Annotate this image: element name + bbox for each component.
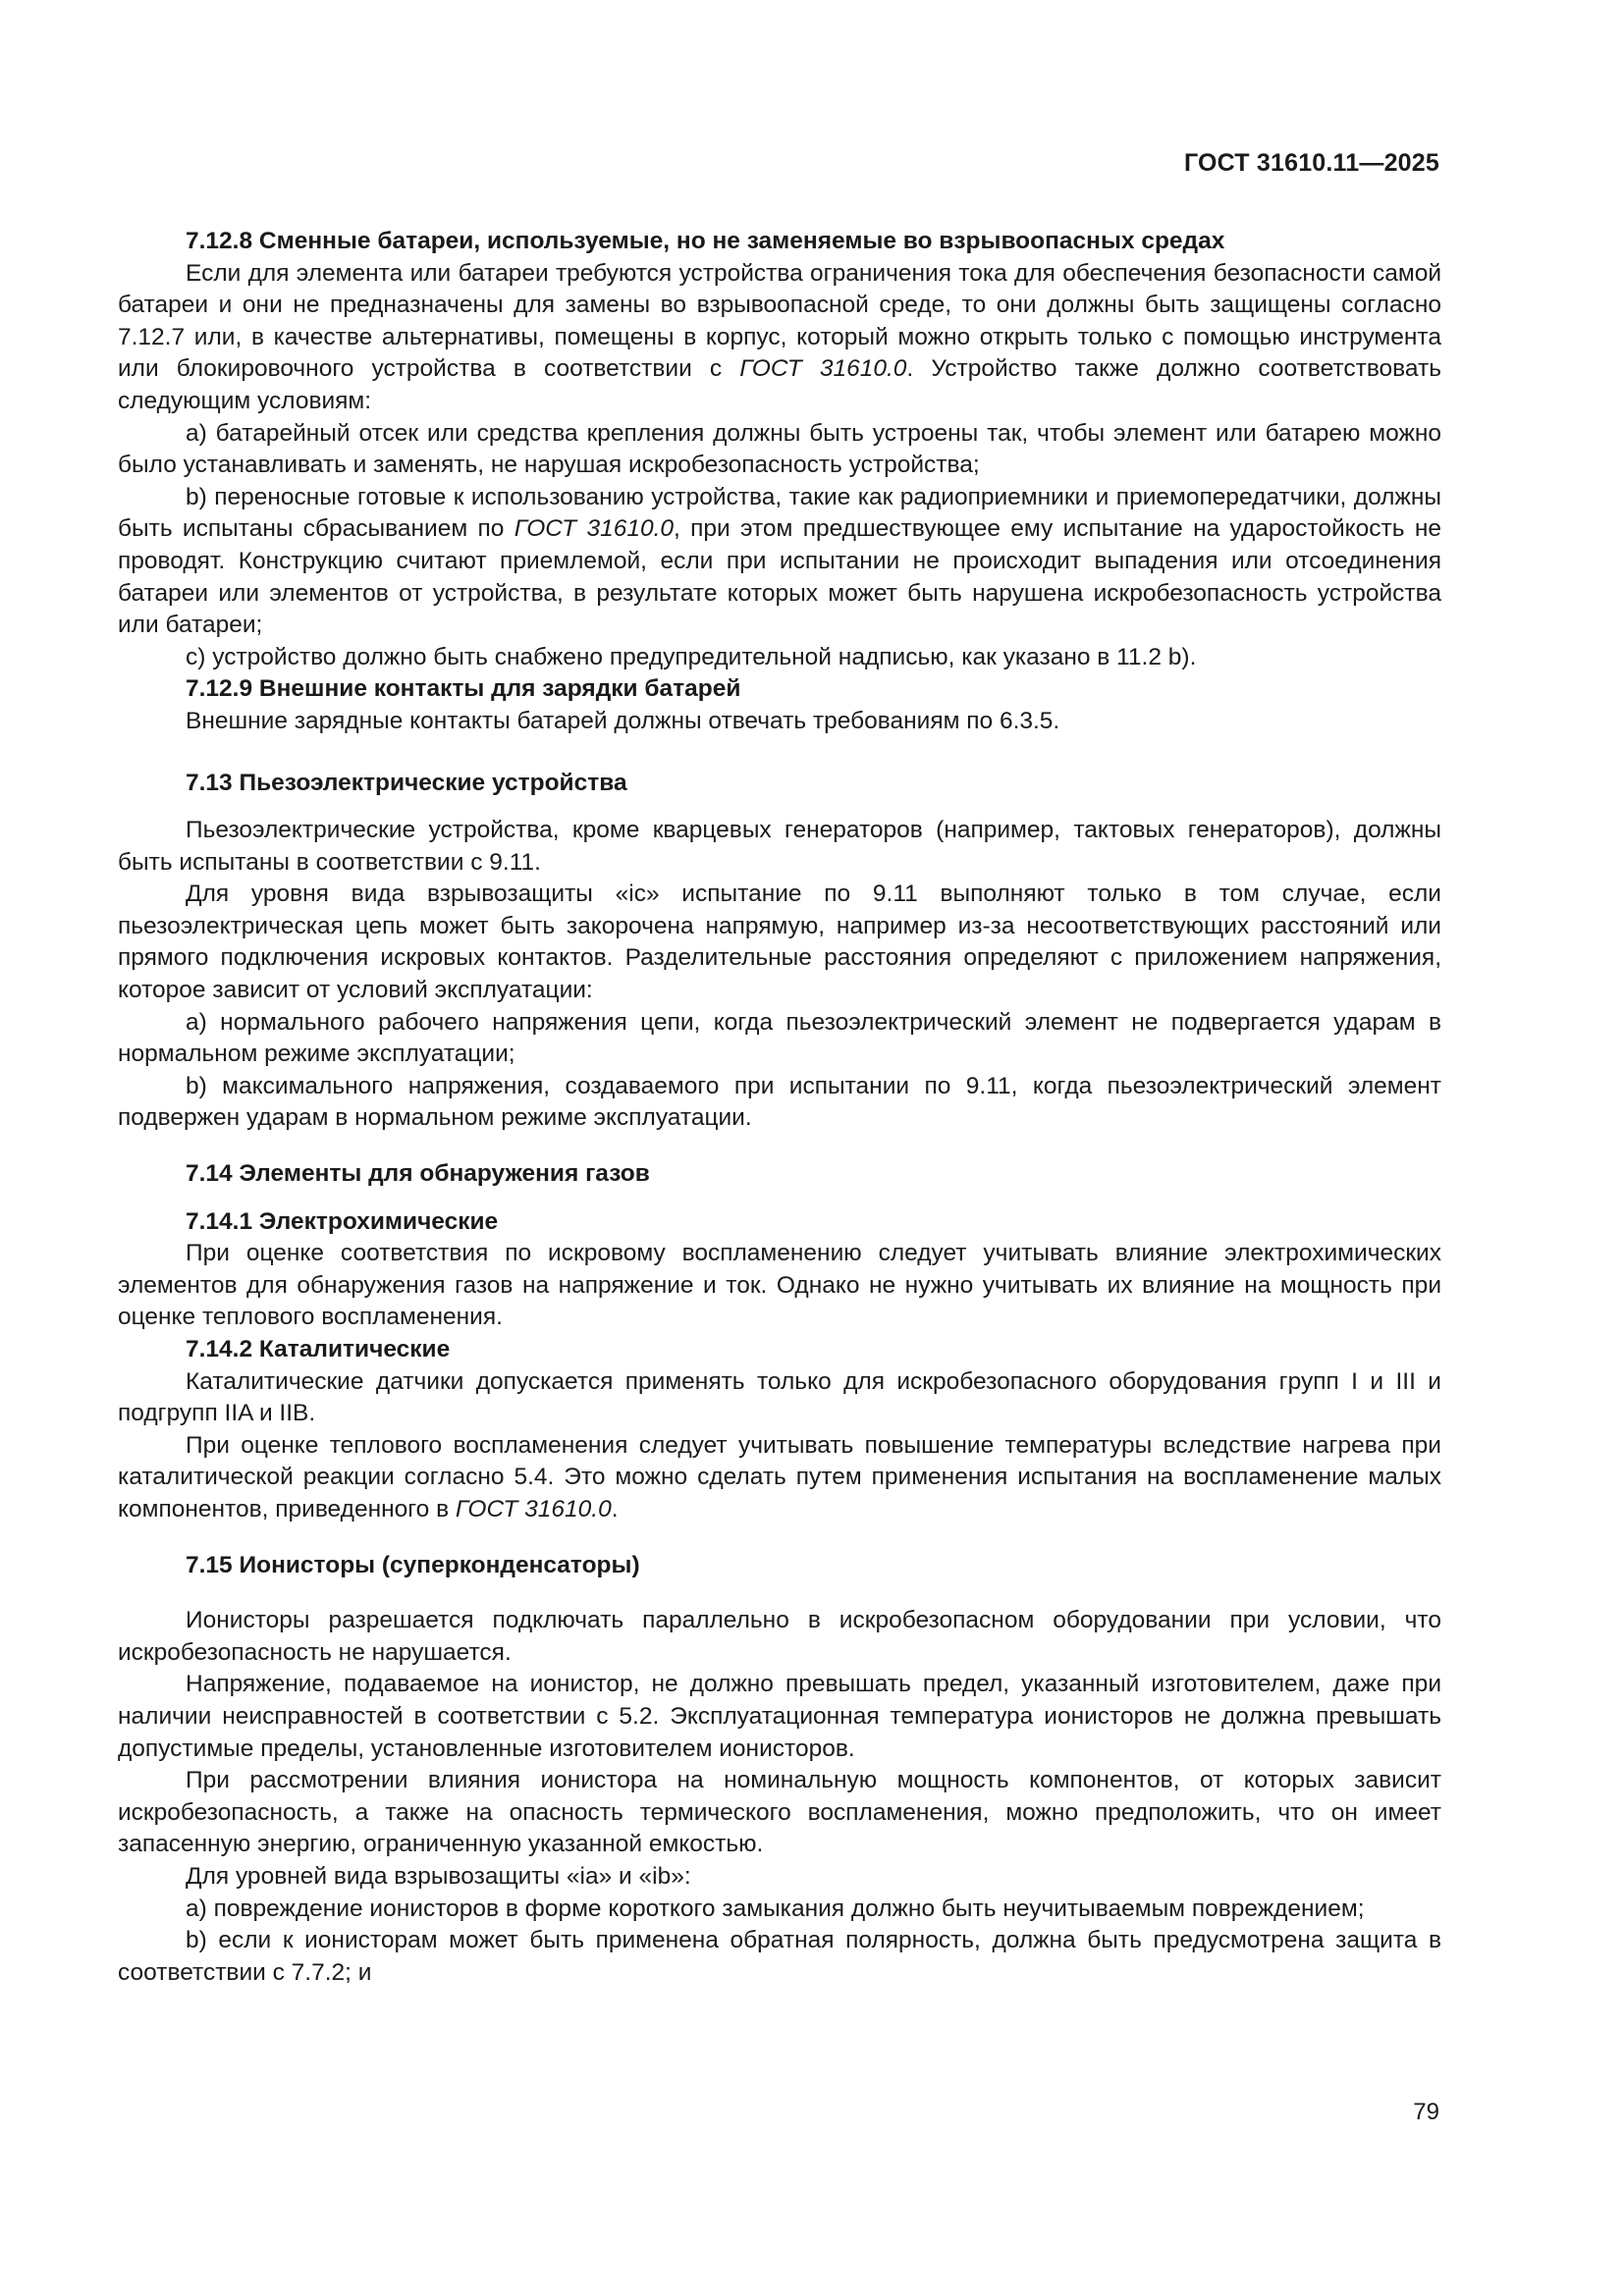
section-heading-7-14-2: 7.14.2 Каталитические — [186, 1336, 451, 1362]
list-item-b: b) переносные готовые к использованию устройства, такие как радиоприемники и приемопередатчики, должны быть испытаны сбрасыванием по ГОСТ 31610.0, при этом предшествующее ему испытание на ударостойкость не проводят. Конструкцию считают приемлемой, если при испытании не происходит выпадения или отсоединения батареи или элементов от устройства, в результате которых может быть нарушена искробезопасность устройства или батареи; — [118, 483, 1441, 639]
section-heading-7-13: 7.13 Пьезоэлектрические устройства — [186, 769, 627, 796]
document-id-header: ГОСТ 31610.11—2025 — [1183, 149, 1439, 177]
section-heading-7-14-1: 7.14.1 Электрохимические — [186, 1207, 499, 1235]
paragraph: Для уровня вида взрывозащиты «ic» испытание по 9.11 выполняют только в том случае, если пьезоэлектрическая цепь может быть закорочена напрямую, например из-за несоответствующих расстояний или прямого подключения искровых контактов. Разделительные расстояния определяют с приложением напряжения, которое зависит от условий эксплуатации: — [118, 881, 1441, 1004]
paragraph: Ионисторы разрешается подключать параллельно в искробезопасном оборудовании при условии, что искробезопасность не нарушается. — [118, 1607, 1441, 1666]
list-item-a: a) нормального рабочего напряжения цепи, когда пьезоэлектрический элемент не подвергается ударам в нормальном режиме эксплуатации; — [118, 1008, 1441, 1068]
list-item-c: c) устройство должно быть снабжено предупредительной надписью, как указано в 11.2 b). — [186, 643, 1197, 670]
standard-reference: ГОСТ 31610.0 — [514, 515, 675, 543]
section-heading-7-12-8: 7.12.8 Сменные батареи, используемые, но не заменяемые во взрывоопасных средах — [186, 228, 1225, 254]
standard-reference: ГОСТ 31610.0 — [455, 1495, 612, 1522]
list-item-a: a) повреждение ионисторов в форме короткого замыкания должно быть неучитываемым повреждением; — [186, 1895, 1365, 1922]
page-number: 79 — [1413, 2099, 1439, 2125]
section-heading-7-12-9: 7.12.9 Внешние контакты для зарядки батарей — [186, 675, 741, 703]
paragraph: Для уровней вида взрывозащиты «ia» и «ib»: — [186, 1862, 691, 1890]
paragraph: Напряжение, подаваемое на ионистор, не должно превышать предел, указанный изготовителем, даже при наличии неисправностей в соответствии с 5.2. Эксплуатационная температура ионисторов не должна превышать допустимые пределы, установленные изготовителем ионисторов. — [118, 1671, 1441, 1762]
section-heading-7-14: 7.14 Элементы для обнаружения газов — [186, 1160, 650, 1188]
page-content — [118, 226, 1441, 1989]
paragraph: Если для элемента или батареи требуются устройства ограничения тока для обеспечения безопасности самой батареи и они не предназначены для замены во взрывоопасной среде, то они должны быть защищены согласно 7.12.7 или, в качестве альтернативы, помещены в корпус, который можно открыть только с помощью инструмента или блокировочного устройства в соответствии с ГОСТ 31610.0. Устройство также должно соответствовать следующим условиям: — [118, 259, 1442, 414]
paragraph: При рассмотрении влияния ионистора на номинальную мощность компонентов, от которых зависит искробезопасность, а также на опасность термического воспламенения, можно предположить, что он имеет запасенную энергию, ограниченную указанной емкостью. — [118, 1767, 1441, 1858]
paragraph: Внешние зарядные контакты батарей должны отвечать требованиям по 6.3.5. — [186, 707, 1060, 734]
list-item-a: a) батарейный отсек или средства крепления должны быть устроены так, чтобы элемент или батарею можно было устанавливать и заменять, не нарушая искробезопасность устройства; — [118, 419, 1441, 479]
list-item-b: b) максимального напряжения, создаваемого при испытании по 9.11, когда пьезоэлектрический элемент подвержен ударам в нормальном режиме эксплуатации. — [118, 1072, 1441, 1132]
list-item-b: b) если к ионисторам может быть применена обратная полярность, должна быть предусмотрена защита в соответствии с 7.7.2; и — [118, 1927, 1441, 1986]
paragraph: Каталитические датчики допускается применять только для искробезопасного оборудования групп I и III и подгрупп IIA и IIB. — [118, 1367, 1441, 1427]
paragraph: При оценке соответствия по искровому воспламенению следует учитывать влияние электрохимических элементов для обнаружения газов на напряжение и ток. Однако не нужно учитывать их влияние на мощность при оценке теплового воспламенения. — [118, 1240, 1441, 1331]
paragraph: При оценке теплового воспламенения следует учитывать повышение температуры вследствие нагрева при каталитической реакции согласно 5.4. Это можно сделать путем применения испытания на воспламенение малых компонентов, приведенного в ГОСТ 31610.0. — [118, 1431, 1441, 1522]
section-heading-7-15: 7.15 Ионисторы (суперконденсаторы) — [186, 1551, 640, 1578]
paragraph: Пьезоэлектрические устройства, кроме кварцевых генераторов (например, тактовых генераторов), должны быть испытаны в соответствии с 9.11. — [118, 817, 1441, 876]
standard-reference: ГОСТ 31610.0 — [739, 355, 907, 383]
